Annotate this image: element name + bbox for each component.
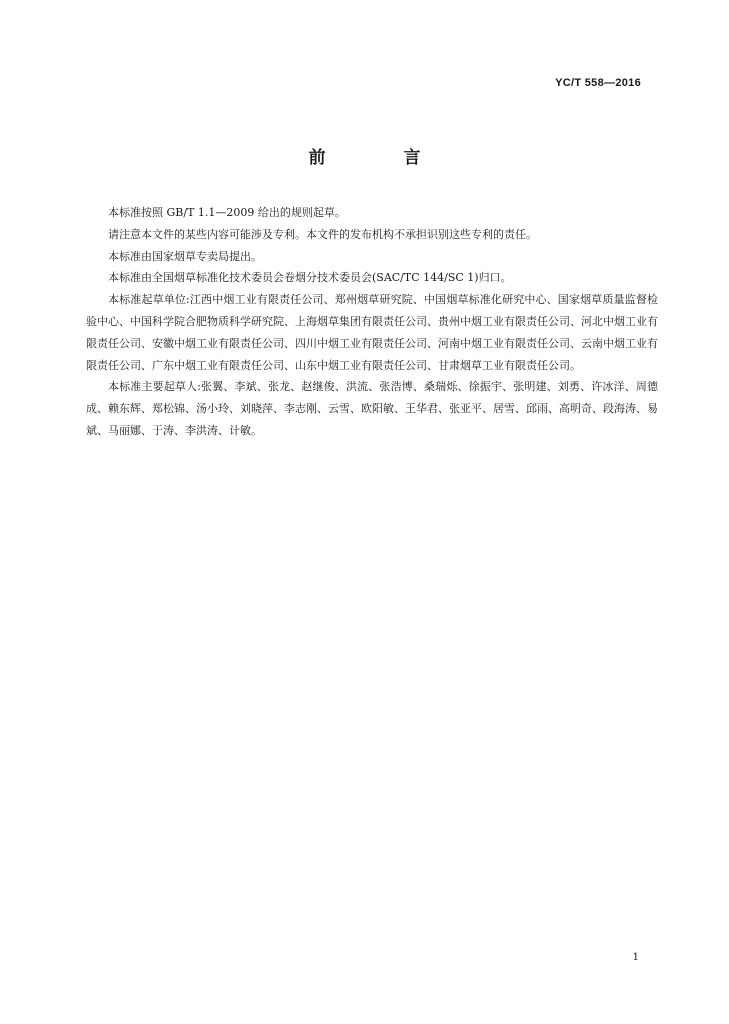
foreword-body [86,202,658,442]
paragraph-main-drafters: 本标准主要起草人:张翼、李斌、张龙、赵继俊、洪流、张浩博、桑瑞烁、徐振宇、张明建、刘勇、许冰洋、周德成、赖东辉、郑松锦、汤小玲、刘晓萍、李志刚、云雪、欧阳敏、王华君、张亚平、居雪、邱雨、高明奇、段海涛、易斌、马丽娜、于涛、李洪涛、计敏。 [86,380,658,437]
paragraph-under-jurisdiction: 本标准由全国烟草标准化技术委员会卷烟分技术委员会(SAC/TC 144/SC 1)归口。 [108,271,512,285]
page-number: 1 [632,952,639,963]
page-title: 前 言 [308,148,457,168]
paragraph-drafting-units: 本标准起草单位:江西中烟工业有限责任公司、郑州烟草研究院、中国烟草标准化研究中心、国家烟草质量监督检验中心、中国科学院合肥物质科学研究院、上海烟草集团有限责任公司、贵州中烟工业有限责任公司、河北中烟工业有限责任公司、安徽中烟工业有限责任公司、四川中烟工业有限责任公司、河南中烟工业有限责任公司、云南中烟工业有限责任公司、广东中烟工业有限责任公司、山东中烟工业有限责任公司、甘肃烟草工业有限责任公司。 [86,293,658,372]
standard-code: YC/T 558—2016 [555,77,641,89]
paragraph-patent-notice: 请注意本文件的某些内容可能涉及专利。本文件的发布机构不承担识别这些专利的责任。 [108,227,537,241]
paragraph-proposed-by: 本标准由国家烟草专卖局提出。 [108,249,262,263]
paragraph-drafting-rules: 本标准按照 GB/T 1.1—2009 给出的规则起草。 [108,206,346,219]
